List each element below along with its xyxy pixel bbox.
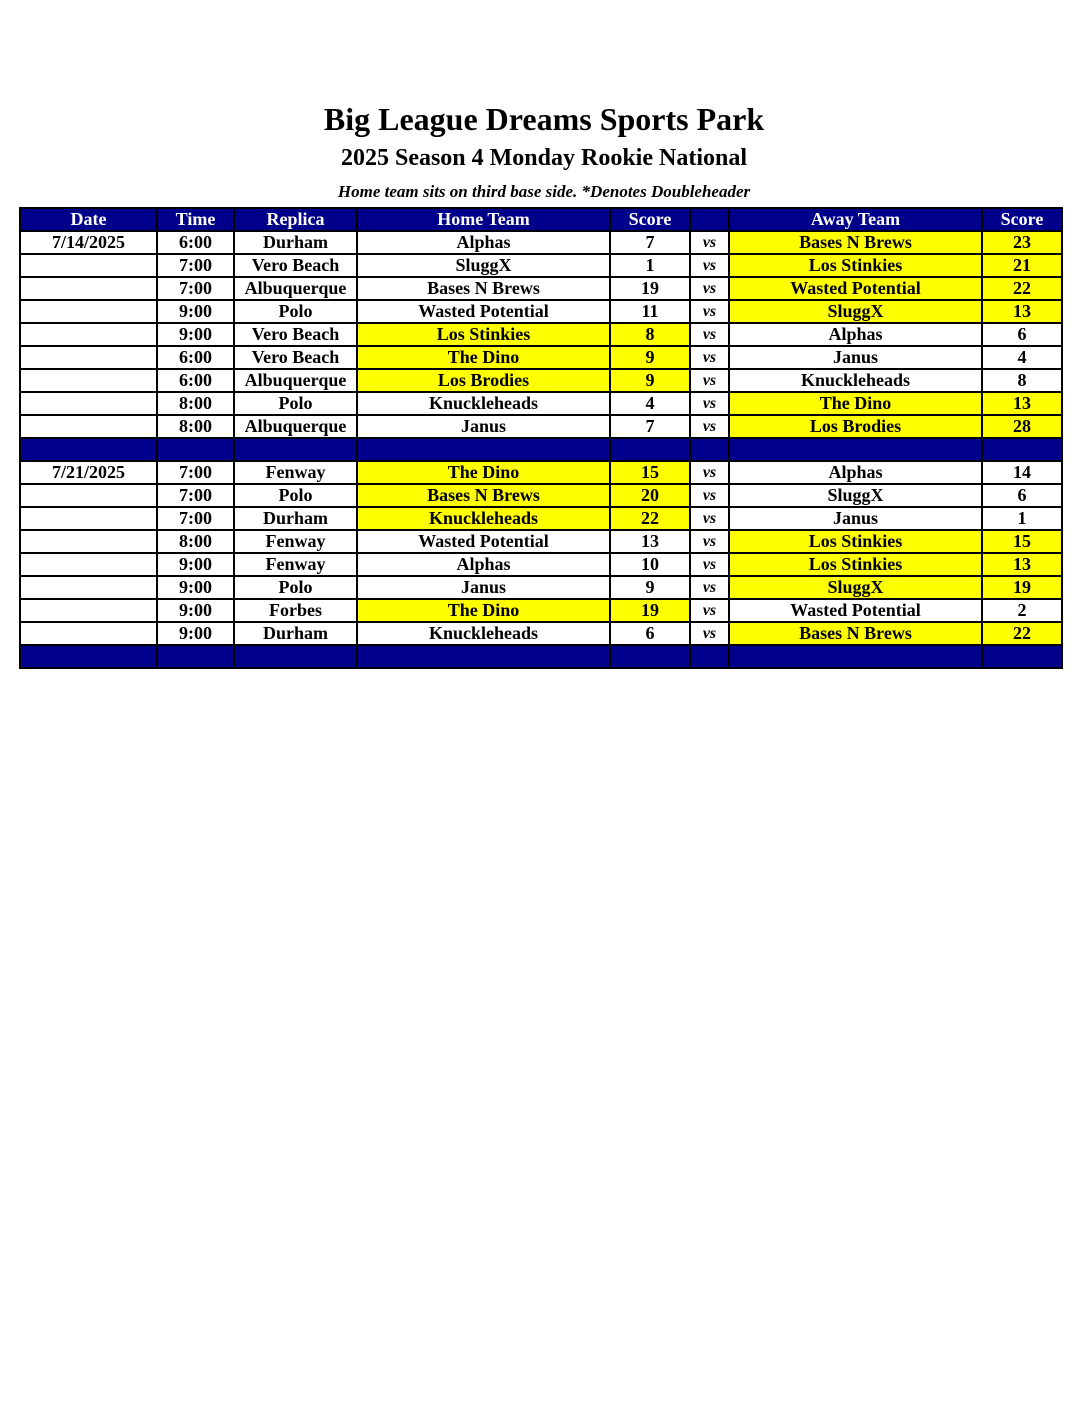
table-row — [20, 484, 1062, 507]
separator-cell — [982, 438, 1062, 461]
game-replica: Vero Beach — [234, 346, 357, 369]
week-separator-row — [20, 645, 1062, 668]
home-team: The Dino — [357, 461, 610, 484]
away-score: 22 — [982, 277, 1062, 300]
away-score: 6 — [982, 484, 1062, 507]
home-team: Alphas — [357, 231, 610, 254]
separator-cell — [234, 645, 357, 668]
game-date — [20, 392, 157, 415]
table-row — [20, 599, 1062, 622]
away-score: 13 — [982, 392, 1062, 415]
game-date — [20, 369, 157, 392]
schedule-note: Home team sits on third base side. *Denotes Doubleheader — [337, 182, 751, 201]
game-date — [20, 254, 157, 277]
game-date: 7/14/2025 — [20, 231, 157, 254]
vs-label: vs — [690, 576, 729, 599]
game-replica: Durham — [234, 622, 357, 645]
column-header-vs — [690, 208, 729, 231]
vs-label: vs — [690, 553, 729, 576]
home-team: Wasted Potential — [357, 300, 610, 323]
game-date — [20, 553, 157, 576]
game-date — [20, 346, 157, 369]
vs-label: vs — [690, 392, 729, 415]
away-score: 15 — [982, 530, 1062, 553]
home-team: The Dino — [357, 346, 610, 369]
home-score: 9 — [610, 346, 690, 369]
table-row — [20, 323, 1062, 346]
table-row — [20, 346, 1062, 369]
separator-cell — [610, 645, 690, 668]
game-replica: Polo — [234, 576, 357, 599]
game-date — [20, 415, 157, 438]
table-row — [20, 300, 1062, 323]
separator-cell — [357, 645, 610, 668]
home-score: 1 — [610, 254, 690, 277]
away-team: Wasted Potential — [729, 599, 982, 622]
column-header-home-score: Score — [610, 208, 690, 231]
schedule-table — [19, 207, 1063, 669]
home-score: 13 — [610, 530, 690, 553]
table-row — [20, 415, 1062, 438]
away-team: Alphas — [729, 323, 982, 346]
away-score: 19 — [982, 576, 1062, 599]
home-score: 10 — [610, 553, 690, 576]
table-row — [20, 461, 1062, 484]
vs-label: vs — [690, 231, 729, 254]
home-score: 9 — [610, 369, 690, 392]
away-team: Knuckleheads — [729, 369, 982, 392]
vs-label: vs — [690, 300, 729, 323]
away-team: Janus — [729, 346, 982, 369]
home-team: Bases N Brews — [357, 484, 610, 507]
away-team: Alphas — [729, 461, 982, 484]
home-team: Knuckleheads — [357, 622, 610, 645]
game-time: 9:00 — [157, 599, 234, 622]
away-team: The Dino — [729, 392, 982, 415]
home-score: 9 — [610, 576, 690, 599]
away-score: 23 — [982, 231, 1062, 254]
home-score: 7 — [610, 415, 690, 438]
separator-cell — [729, 645, 982, 668]
game-time: 6:00 — [157, 369, 234, 392]
column-header-away-team: Away Team — [729, 208, 982, 231]
column-header-home-team: Home Team — [357, 208, 610, 231]
table-row — [20, 392, 1062, 415]
column-header-replica: Replica — [234, 208, 357, 231]
game-date — [20, 576, 157, 599]
separator-cell — [357, 438, 610, 461]
home-score: 11 — [610, 300, 690, 323]
separator-cell — [690, 645, 729, 668]
table-row — [20, 576, 1062, 599]
game-replica: Durham — [234, 231, 357, 254]
game-date: 7/21/2025 — [20, 461, 157, 484]
home-score: 15 — [610, 461, 690, 484]
away-team: SluggX — [729, 484, 982, 507]
away-score: 14 — [982, 461, 1062, 484]
page-subtitle: 2025 Season 4 Monday Rookie National — [340, 145, 748, 171]
game-time: 7:00 — [157, 461, 234, 484]
away-team: Los Stinkies — [729, 254, 982, 277]
home-team: Alphas — [357, 553, 610, 576]
home-score: 19 — [610, 599, 690, 622]
game-replica: Vero Beach — [234, 323, 357, 346]
home-team: Janus — [357, 576, 610, 599]
vs-label: vs — [690, 323, 729, 346]
away-team: Wasted Potential — [729, 277, 982, 300]
home-score: 22 — [610, 507, 690, 530]
vs-label: vs — [690, 484, 729, 507]
vs-label: vs — [690, 277, 729, 300]
home-team: Janus — [357, 415, 610, 438]
game-replica: Albuquerque — [234, 369, 357, 392]
vs-label: vs — [690, 415, 729, 438]
separator-cell — [690, 438, 729, 461]
game-time: 8:00 — [157, 392, 234, 415]
away-score: 28 — [982, 415, 1062, 438]
home-score: 7 — [610, 231, 690, 254]
game-date — [20, 507, 157, 530]
game-time: 9:00 — [157, 300, 234, 323]
away-score: 6 — [982, 323, 1062, 346]
away-team: Bases N Brews — [729, 622, 982, 645]
away-team: SluggX — [729, 576, 982, 599]
game-replica: Albuquerque — [234, 415, 357, 438]
away-team: SluggX — [729, 300, 982, 323]
table-row — [20, 507, 1062, 530]
away-score: 13 — [982, 300, 1062, 323]
game-date — [20, 622, 157, 645]
vs-label: vs — [690, 530, 729, 553]
game-replica: Polo — [234, 484, 357, 507]
vs-label: vs — [690, 507, 729, 530]
table-row — [20, 530, 1062, 553]
home-team: Knuckleheads — [357, 507, 610, 530]
game-replica: Albuquerque — [234, 277, 357, 300]
game-time: 9:00 — [157, 622, 234, 645]
home-score: 19 — [610, 277, 690, 300]
table-row — [20, 254, 1062, 277]
table-row — [20, 369, 1062, 392]
column-header-time: Time — [157, 208, 234, 231]
separator-cell — [610, 438, 690, 461]
separator-cell — [234, 438, 357, 461]
away-score: 13 — [982, 553, 1062, 576]
column-header-date: Date — [20, 208, 157, 231]
home-score: 8 — [610, 323, 690, 346]
week-separator-row — [20, 438, 1062, 461]
home-score: 20 — [610, 484, 690, 507]
schedule-body — [20, 231, 1062, 668]
game-replica: Durham — [234, 507, 357, 530]
table-header-row — [20, 208, 1062, 231]
table-row — [20, 622, 1062, 645]
vs-label: vs — [690, 622, 729, 645]
away-team: Los Stinkies — [729, 530, 982, 553]
separator-cell — [20, 645, 157, 668]
vs-label: vs — [690, 254, 729, 277]
away-team: Janus — [729, 507, 982, 530]
away-score: 2 — [982, 599, 1062, 622]
game-time: 8:00 — [157, 530, 234, 553]
game-replica: Vero Beach — [234, 254, 357, 277]
separator-cell — [982, 645, 1062, 668]
vs-label: vs — [690, 599, 729, 622]
game-time: 9:00 — [157, 576, 234, 599]
home-team: Bases N Brews — [357, 277, 610, 300]
game-time: 9:00 — [157, 323, 234, 346]
game-date — [20, 277, 157, 300]
away-team: Los Brodies — [729, 415, 982, 438]
home-team: The Dino — [357, 599, 610, 622]
home-score: 4 — [610, 392, 690, 415]
game-replica: Fenway — [234, 530, 357, 553]
separator-cell — [157, 438, 234, 461]
home-team: Los Brodies — [357, 369, 610, 392]
game-time: 7:00 — [157, 254, 234, 277]
game-replica: Forbes — [234, 599, 357, 622]
away-score: 4 — [982, 346, 1062, 369]
away-team: Los Stinkies — [729, 553, 982, 576]
game-date — [20, 484, 157, 507]
game-replica: Fenway — [234, 553, 357, 576]
page-title: Big League Dreams Sports Park — [323, 101, 765, 137]
game-time: 6:00 — [157, 346, 234, 369]
game-time: 8:00 — [157, 415, 234, 438]
home-team: Los Stinkies — [357, 323, 610, 346]
separator-cell — [729, 438, 982, 461]
game-date — [20, 300, 157, 323]
game-replica: Fenway — [234, 461, 357, 484]
game-time: 7:00 — [157, 507, 234, 530]
vs-label: vs — [690, 461, 729, 484]
home-team: Knuckleheads — [357, 392, 610, 415]
separator-cell — [157, 645, 234, 668]
game-replica: Polo — [234, 300, 357, 323]
game-time: 9:00 — [157, 553, 234, 576]
home-score: 6 — [610, 622, 690, 645]
game-date — [20, 599, 157, 622]
away-score: 22 — [982, 622, 1062, 645]
away-score: 1 — [982, 507, 1062, 530]
table-row — [20, 277, 1062, 300]
game-time: 6:00 — [157, 231, 234, 254]
game-date — [20, 323, 157, 346]
home-team: SluggX — [357, 254, 610, 277]
away-score: 8 — [982, 369, 1062, 392]
vs-label: vs — [690, 369, 729, 392]
away-score: 21 — [982, 254, 1062, 277]
game-replica: Polo — [234, 392, 357, 415]
vs-label: vs — [690, 346, 729, 369]
separator-cell — [20, 438, 157, 461]
table-row — [20, 231, 1062, 254]
table-row — [20, 553, 1062, 576]
home-team: Wasted Potential — [357, 530, 610, 553]
game-date — [20, 530, 157, 553]
game-time: 7:00 — [157, 277, 234, 300]
game-time: 7:00 — [157, 484, 234, 507]
away-team: Bases N Brews — [729, 231, 982, 254]
column-header-away-score: Score — [982, 208, 1062, 231]
